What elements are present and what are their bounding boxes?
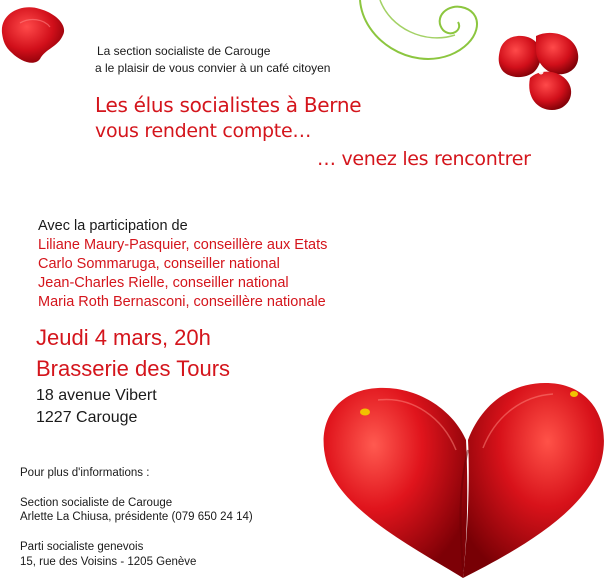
event-city: 1227 Carouge [36, 409, 138, 426]
event-street: 18 avenue Vibert [36, 387, 157, 404]
rose-petal-top-left [0, 3, 70, 65]
rose-petal-heart [318, 360, 608, 582]
contact-heading: Pour plus d'informations : [20, 467, 150, 479]
participation-heading: Avec la participation de [38, 218, 188, 234]
participant-2: Carlo Sommaruga, conseiller national [38, 256, 280, 272]
participant-4: Maria Roth Bernasconi, conseillère nationale [38, 294, 326, 310]
contact-party-address: 15, rue des Voisins - 1205 Genève [20, 556, 197, 568]
green-swirl-decoration [355, 0, 505, 90]
participant-1: Liliane Maury-Pasquier, conseillère aux Etats [38, 237, 328, 253]
intro-line-2: a le plaisir de vous convier à un café citoyen [95, 61, 331, 75]
rose-petals-top-right [496, 30, 582, 112]
headline-line-1: Les élus socialistes à Berne [95, 93, 362, 117]
contact-party-name: Parti socialiste genevois [20, 541, 144, 553]
intro-line-1: La section socialiste de Carouge [97, 44, 271, 58]
headline-line-2: vous rendent compte… [95, 120, 312, 142]
headline-line-3: … venez les rencontrer [317, 148, 531, 170]
event-venue: Brasserie des Tours [36, 356, 231, 381]
contact-section-person: Arlette La Chiusa, présidente (079 650 24 14) [20, 511, 253, 523]
event-date: Jeudi 4 mars, 20h [36, 325, 211, 350]
contact-section-name: Section socialiste de Carouge [20, 497, 173, 509]
participant-3: Jean-Charles Rielle, conseiller national [38, 275, 289, 291]
